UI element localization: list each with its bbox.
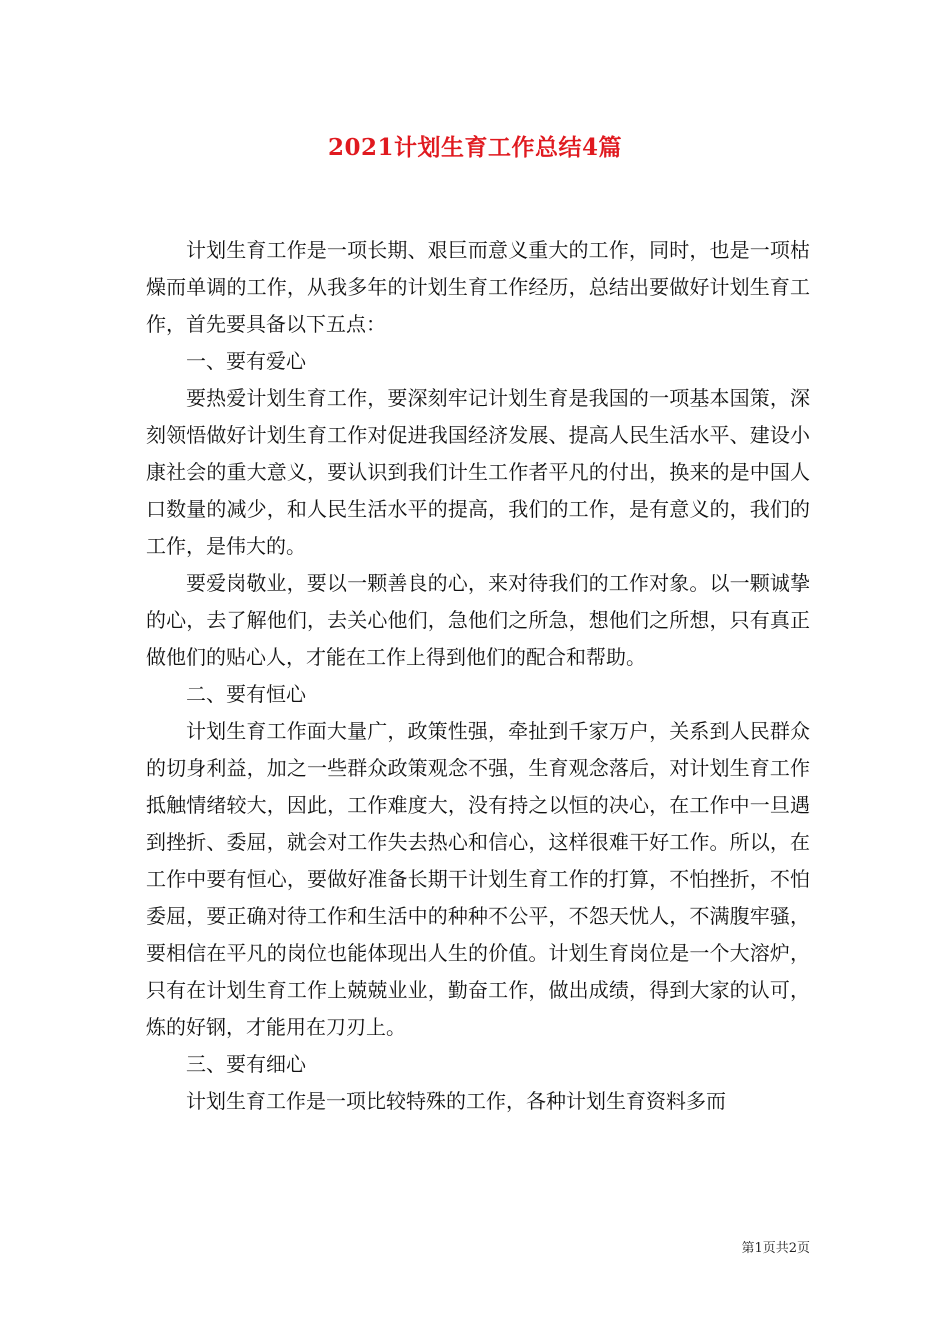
paragraph-love-1: 要热爱计划生育工作，要深刻牢记计划生育是我国的一项基本国策，深刻领悟做好计划生育工作对促进我国经济发展、提高人民生活水平、建设小康社会的重大意义，要认识到我们计生工作者平凡的付出，换来的是中国人口数量的减少，和人民生活水平的提高，我们的工作，是有意义的，我们的工作，是伟大的。 <box>146 386 810 558</box>
page-number: 第1页共2页 <box>741 1241 810 1256</box>
paragraph-perseverance: 计划生育工作面大量广，政策性强，牵扯到千家万户，关系到人民群众的切身利益，加之一些群众政策观念不强，生育观念落后，对计划生育工作抵触情绪较大，因此，工作难度大，没有持之以恒的决心，在工作中一旦遇到挫折、委屈，就会对工作失去热心和信心，这样很难干好工作。所以，在工作中要有恒心，要做好准备长期干计划生育工作的打算，不怕挫折，不怕委屈，要正确对待工作和生活中的种种不公平，不怨天忧人，不满腹牢骚，要相信在平凡的岗位也能体现出人生的价值。计划生育岗位是一个大溶炉，只有在计划生育工作上兢兢业业，勤奋工作，做出成绩，得到大家的认可，炼的好钢，才能用在刀刃上。 <box>146 719 810 1039</box>
section-heading-1: 一、要有爱心 <box>186 349 306 373</box>
paragraph-love-2: 要爱岗敬业，要以一颗善良的心，来对待我们的工作对象。以一颗诚挚的心，去了解他们，去关心他们，急他们之所急，想他们之所想，只有真正做他们的贴心人，才能在工作上得到他们的配合和帮助。 <box>146 571 810 669</box>
document-title: 2021计划生育工作总结4篇 <box>327 134 623 161</box>
document-body <box>146 232 810 1120</box>
paragraph-intro: 计划生育工作是一项长期、艰巨而意义重大的工作，同时，也是一项枯燥而单调的工作，从我多年的计划生育工作经历，总结出要做好计划生育工作，首先要具备以下五点： <box>146 238 810 336</box>
section-heading-3: 三、要有细心 <box>186 1052 306 1076</box>
paragraph-carefulness: 计划生育工作是一项比较特殊的工作，各种计划生育资料多而 <box>186 1089 726 1113</box>
section-heading-2: 二、要有恒心 <box>186 682 306 706</box>
